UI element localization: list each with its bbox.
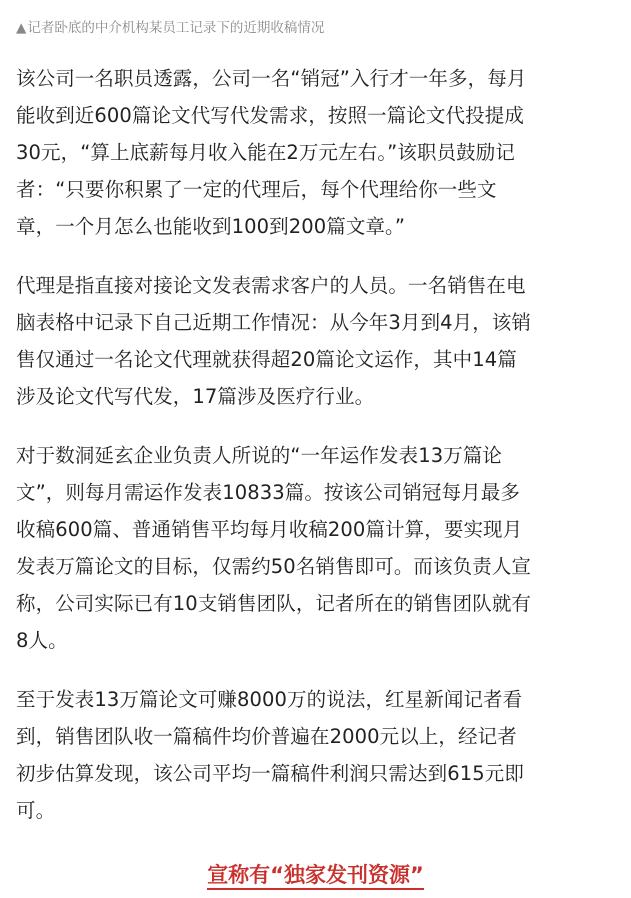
caption-text: 记者卧底的中介机构某员工记录下的近期收稿情况 <box>27 20 325 36</box>
paragraph-4 <box>16 681 624 829</box>
paragraph-line: 对于数洞延玄企业负责人所说的“一年运作发表13万篇论 <box>16 444 503 467</box>
paragraph-line: 可。 <box>16 799 56 822</box>
article-body <box>16 60 624 851</box>
caption-triangle-marker: ▲ <box>16 20 27 36</box>
paragraph-line: 售仅通过一名论文代理就获得超20篇论文运作，其中14篇 <box>16 348 517 371</box>
paragraph-line: 代理是指直接对接论文发表需求客户的人员。一名销售在电 <box>16 274 526 297</box>
paragraph-line: 脑表格中记录下自己近期工作情况：从今年3月到4月，该销 <box>16 311 532 334</box>
paragraph-line: 到，销售团队收一篇稿件均价普遍在2000元以上，经记者 <box>16 725 517 748</box>
paragraph-line: 文”，则每月需运作发表10833篇。按该公司销冠每月最多 <box>16 481 520 504</box>
paragraph-line: 收稿600篇、普通销售平均每月收稿200篇计算，要实现月 <box>16 518 523 541</box>
paragraph-line: 8人。 <box>16 629 68 652</box>
image-caption <box>16 18 324 38</box>
paragraph-line: 至于发表13万篇论文可赚8000万的说法，红星新闻记者看 <box>16 688 523 711</box>
paragraph-1 <box>16 60 624 245</box>
paragraph-2 <box>16 267 624 415</box>
paragraph-line: 章，一个月怎么也能收到100到200篇文章。” <box>16 215 406 238</box>
paragraph-3 <box>16 437 624 659</box>
paragraph-line: 该公司一名职员透露，公司一名“销冠”入行才一年多，每月 <box>16 67 527 90</box>
paragraph-line: 发表万篇论文的目标，仅需约50名销售即可。而该负责人宣 <box>16 555 532 578</box>
paragraph-line: 30元，“算上底薪每月收入能在2万元左右。”该职员鼓励记 <box>16 141 515 164</box>
paragraph-line: 能收到近600篇论文代写代发需求，按照一篇论文代投提成 <box>16 104 524 127</box>
section-subheading <box>0 860 631 890</box>
paragraph-line: 涉及论文代写代发，17篇涉及医疗行业。 <box>16 385 375 408</box>
subheading-text: 宣称有“独家发刊资源” <box>207 863 424 890</box>
paragraph-line: 称，公司实际已有10支销售团队，记者所在的销售团队就有 <box>16 592 532 615</box>
paragraph-line: 初步估算发现，该公司平均一篇稿件利润只需达到615元即 <box>16 762 524 785</box>
paragraph-line: 者：“只要你积累了一定的代理后，每个代理给你一些文 <box>16 178 497 201</box>
